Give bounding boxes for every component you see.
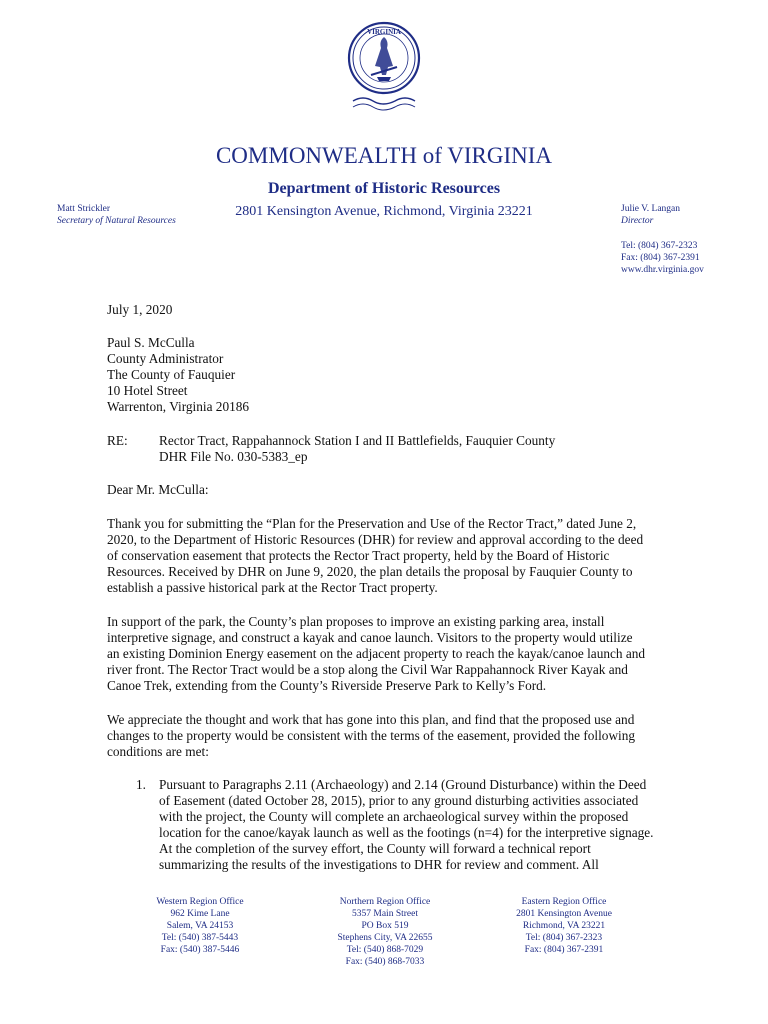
secretary-name: Matt Strickler (57, 204, 111, 214)
contact-web: www.dhr.virginia.gov (621, 265, 704, 275)
office-line: Western Region Office (156, 897, 244, 907)
recipient-line: Paul S. McCulla (107, 335, 195, 350)
paragraph-line: In support of the park, the County’s plan proposes to improve an existing parking area, install (107, 614, 605, 629)
paragraph-line: Thank you for submitting the “Plan for the Preservation and Use of the Rector Tract,” dated June 2, (107, 516, 637, 531)
department-name: Department of Historic Resources (267, 180, 501, 197)
org-title: COMMONWEALTH of VIRGINIA (215, 143, 553, 168)
paragraph-line: Resources. Received by DHR on June 9, 2020, the plan details the proposal by Fauquier County to (107, 564, 633, 579)
office-line: 962 Kime Lane (170, 909, 230, 919)
office-line: PO Box 519 (361, 921, 409, 931)
eastern-region-office (484, 896, 644, 956)
office-line: Richmond, VA 23221 (522, 921, 606, 931)
office-line: Eastern Region Office (521, 897, 607, 907)
director-block (621, 203, 680, 227)
re-label: RE: (107, 433, 128, 448)
office-line: Salem, VA 24153 (166, 921, 234, 931)
recipient-line: 10 Hotel Street (107, 383, 188, 398)
office-line: 2801 Kensington Avenue (516, 909, 612, 919)
paragraph-line: interpretive signage, and construct a kayak and canoe launch. Visitors to the property would utilize (107, 630, 633, 645)
office-line: Fax: (540) 868-7033 (345, 957, 425, 967)
recipient-address (107, 335, 667, 415)
paragraph-line: an existing Dominion Energy easement on the adjacent property to reach the kayak/canoe launch and (107, 646, 646, 661)
office-line: Fax: (540) 387-5446 (160, 945, 240, 955)
office-line: Tel: (540) 387-5443 (161, 933, 239, 943)
letter-date: July 1, 2020 (107, 302, 173, 317)
salutation: Dear Mr. McCulla: (107, 482, 209, 497)
list-item (159, 777, 674, 873)
department-address: 2801 Kensington Avenue, Richmond, Virginia 23221 (235, 204, 533, 219)
office-line: Tel: (540) 868-7029 (346, 945, 424, 955)
office-line: Northern Region Office (339, 897, 431, 907)
paragraph-line: changes to the property would be consistent with the terms of the easement, provided the following (107, 728, 636, 743)
paragraph-line: We appreciate the thought and work that has gone into this plan, and find that the proposed use and (107, 712, 635, 727)
re-line: Rector Tract, Rappahannock Station I and II Battlefields, Fauquier County (159, 433, 556, 448)
recipient-line: The County of Fauquier (107, 367, 236, 382)
re-subject (159, 433, 679, 465)
paragraph-3 (107, 712, 667, 760)
list-item-line: Pursuant to Paragraphs 2.11 (Archaeology) and 2.14 (Ground Disturbance) within the Deed (159, 777, 647, 792)
seal-text: VIRGINIA (367, 28, 401, 36)
office-line: Tel: (804) 367-2323 (525, 933, 603, 943)
director-name: Julie V. Langan (621, 204, 681, 214)
list-item-line: of Easement (dated October 28, 2015), prior to any ground disturbing activities associated (159, 793, 639, 808)
paragraph-2 (107, 614, 667, 694)
contact-fax: Fax: (804) 367-2391 (621, 253, 700, 263)
office-line: Stephens City, VA 22655 (337, 933, 433, 943)
secretary-title: Secretary of Natural Resources (57, 216, 176, 226)
paragraph-line: conditions are met: (107, 744, 209, 759)
list-item-line: location for the canoe/kayak launch as well as the footings (n=4) for the interpretive signage. (159, 825, 654, 840)
contact-block (621, 240, 704, 276)
secretary-block (57, 203, 176, 227)
paragraph-line: river front. The Rector Tract would be a stop along the Civil War Rappahannock River Kayak and (107, 662, 628, 677)
list-item-line: with the project, the County will complete an archaeological survey within the proposed (159, 809, 629, 824)
paragraph-line: establish a passive historical park at the Rector Tract property. (107, 580, 438, 595)
paragraph-line: of conservation easement that protects the Rector Tract property, held by the Board of Historic (107, 548, 610, 563)
northern-region-office (305, 896, 465, 968)
western-region-office (120, 896, 280, 956)
office-line: Fax: (804) 367-2391 (524, 945, 604, 955)
contact-tel: Tel: (804) 367-2323 (621, 241, 698, 251)
paragraph-line: Canoe Trek, extending from the County’s Riverside Preserve Park to Kelly’s Ford. (107, 678, 547, 693)
virginia-seal-icon (347, 17, 421, 127)
list-item-number: 1. (136, 777, 146, 792)
paragraph-line: 2020, to the Department of Historic Resources (DHR) for review and approval according to the deed (107, 532, 644, 547)
re-line: DHR File No. 030-5383_ep (159, 449, 308, 464)
paragraph-1 (107, 516, 667, 596)
office-line: 5357 Main Street (352, 909, 418, 919)
recipient-line: Warrenton, Virginia 20186 (107, 399, 250, 414)
director-title: Director (621, 216, 654, 226)
list-item-line: At the completion of the survey effort, the County will forward a technical report (159, 841, 591, 856)
recipient-line: County Administrator (107, 351, 224, 366)
list-item-line: summarizing the results of the investigations to DHR for review and comment. All (159, 857, 599, 872)
